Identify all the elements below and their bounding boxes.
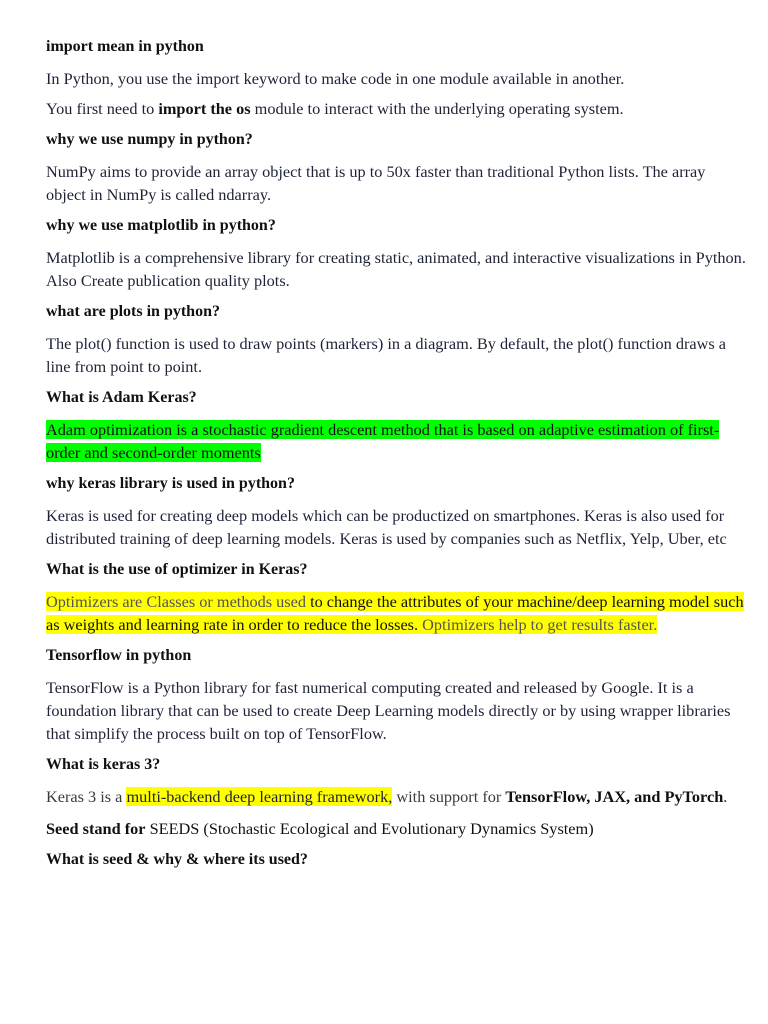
keras3-highlight: multi-backend deep learning framework, bbox=[126, 787, 393, 806]
seed-line bbox=[46, 817, 746, 840]
keras3-backends-bold: TensorFlow, JAX, and PyTorch bbox=[505, 787, 724, 806]
keras3-pre: Keras 3 is a bbox=[46, 787, 127, 806]
seed-label: Seed stand for bbox=[46, 819, 146, 838]
answer-tensorflow: TensorFlow is a Python library for fast numerical computing created and released by Google. It is a foundation library that can be used to create Deep Learning models directly or by using wrapper libraries that simplify the process built on top of TensorFlow. bbox=[46, 678, 731, 743]
heading-tensorflow: Tensorflow in python bbox=[46, 647, 192, 664]
answer-matplotlib: Matplotlib is a comprehensive library for creating static, animated, and interactive visualizations in Python. Also Create publication quality plots. bbox=[46, 248, 746, 290]
answer-keras3 bbox=[46, 785, 746, 808]
adam-highlight: Adam optimization is a stochastic gradient descent method that is based on adaptive estimation of first-order and second-order moments bbox=[46, 420, 720, 462]
optimizer-text-b: to change the attributes of your machine/deep learning model such as weights and learning rate in order to reduce the losses. bbox=[46, 592, 744, 634]
answer-keras-library: Keras is used for creating deep models which can be productized on smartphones. Keras is also used for distributed training of deep learning models. Keras is used by companies such as Netflix, Yelp, Uber, etc bbox=[46, 506, 727, 548]
document-page bbox=[46, 36, 746, 880]
answer-import: In Python, you use the import keyword to make code in one module available in another. bbox=[46, 69, 625, 88]
answer-import-os bbox=[46, 97, 746, 120]
heading-seed-question: What is seed & why & where its used? bbox=[46, 851, 308, 868]
optimizer-text-a: Optimizers are Classes or methods used bbox=[46, 592, 306, 611]
answer-import-os-pre: You first need to bbox=[46, 99, 159, 118]
heading-keras-library: why keras library is used in python? bbox=[46, 475, 295, 492]
heading-plots: what are plots in python? bbox=[46, 303, 220, 320]
import-os-bold: import the os bbox=[158, 99, 251, 118]
answer-optimizer bbox=[46, 590, 746, 636]
answer-plots: The plot() function is used to draw points (markers) in a diagram. By default, the plot() function draws a line from point to point. bbox=[46, 334, 727, 376]
answer-import-os-post: module to interact with the underlying operating system. bbox=[250, 99, 624, 118]
answer-numpy: NumPy aims to provide an array object that is up to 50x faster than traditional Python lists. The array object in NumPy is called ndarray. bbox=[46, 162, 706, 204]
optimizer-text-c: Optimizers help to get results faster. bbox=[418, 615, 658, 634]
heading-optimizer: What is the use of optimizer in Keras? bbox=[46, 561, 308, 578]
heading-import: import mean in python bbox=[46, 38, 204, 55]
keras3-post: . bbox=[723, 787, 728, 806]
answer-adam bbox=[46, 418, 746, 464]
keras3-mid: with support for bbox=[392, 787, 506, 806]
heading-matplotlib: why we use matplotlib in python? bbox=[46, 217, 276, 234]
heading-numpy: why we use numpy in python? bbox=[46, 131, 253, 148]
seed-text: SEEDS (Stochastic Ecological and Evolutionary Dynamics System) bbox=[145, 819, 594, 838]
optimizer-highlight bbox=[46, 592, 744, 634]
heading-adam: What is Adam Keras? bbox=[46, 389, 197, 406]
heading-keras3: What is keras 3? bbox=[46, 756, 161, 773]
